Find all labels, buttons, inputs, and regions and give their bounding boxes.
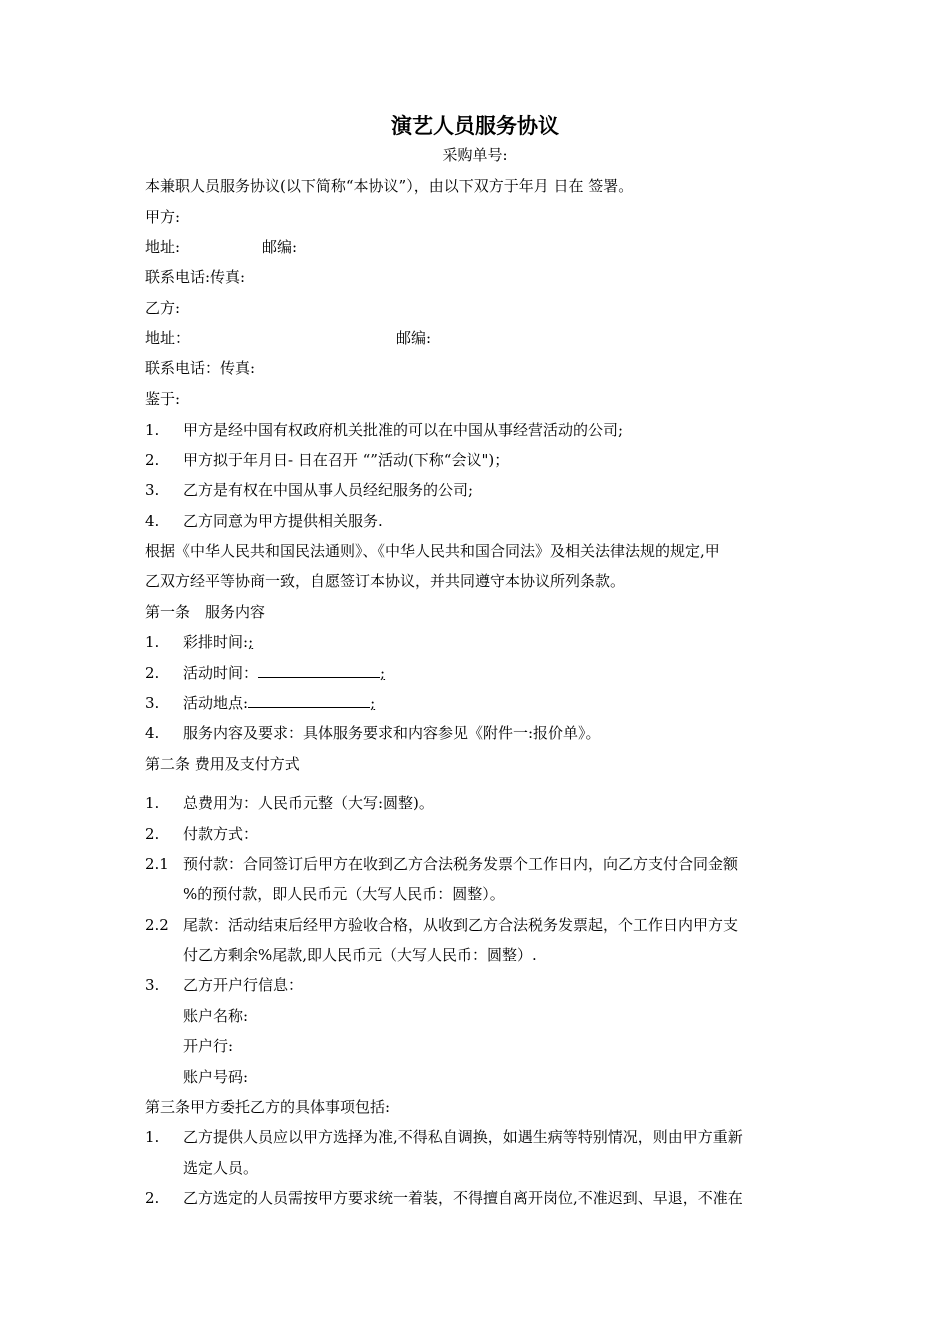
- list-item: 总费用为：人民币元整（大写:圆整)。: [183, 794, 434, 812]
- list-item: 甲方拟于年月日- 日在召开 “”活动(下称“会议")；: [183, 451, 510, 469]
- intro-paragraph: 本兼职人员服务协议(以下简称“本协议”），由以下双方于年月 日在 签署。: [145, 177, 634, 195]
- legal-basis-line: 乙双方经平等协商一致，自愿签订本协议，并共同遵守本协议所列条款。: [145, 572, 626, 590]
- list-number: 4.: [145, 512, 160, 530]
- field-tail: ;: [248, 633, 254, 651]
- list-item: 乙方提供人员应以甲方选择为准,不得私自调换，如遇生病等特别情况，则由甲方重新: [183, 1128, 743, 1146]
- list-item-continuation: %的预付款，即人民币元（大写人民币：圆整）。: [183, 885, 505, 903]
- account-number-label: 账户号码:: [183, 1068, 249, 1086]
- party-a-label: 甲方:: [145, 208, 181, 226]
- whereas-label: 鉴于:: [145, 390, 181, 408]
- list-number: 3.: [145, 481, 160, 499]
- fill-in-blank: [248, 693, 370, 708]
- event-time-field: [183, 663, 385, 683]
- field-tail: ;: [380, 664, 386, 682]
- field-label: 活动地点:: [183, 694, 249, 712]
- list-number: 2.1: [145, 855, 169, 873]
- document-title: 演艺人员服务协议: [391, 114, 559, 138]
- list-item: 付款方式：: [183, 825, 259, 843]
- list-item: 预付款：合同签订后甲方在收到乙方合法税务发票个工作日内，向乙方支付合同金额: [183, 855, 739, 873]
- list-item-continuation: 付乙方剩余%尾款,即人民币元（大写人民币：圆整）.: [183, 946, 537, 964]
- article-3-title: 第三条甲方委托乙方的具体事项包括:: [145, 1098, 391, 1116]
- list-item: 甲方是经中国有权政府机关批准的可以在中国从事经营活动的公司;: [183, 421, 624, 439]
- list-number: 1.: [145, 421, 160, 439]
- fill-in-blank: [258, 663, 380, 678]
- list-item: 服务内容及要求：具体服务要求和内容参见《附件一:报价单》。: [183, 724, 601, 742]
- party-b-label: 乙方:: [145, 299, 181, 317]
- list-item: 乙方开户行信息：: [183, 976, 304, 994]
- list-number: 2.2: [145, 916, 169, 934]
- party-b-address-label: 地址：: [145, 329, 191, 347]
- field-label: 活动时间：: [183, 664, 259, 682]
- list-number: 2.: [145, 664, 160, 682]
- field-label: 彩排时间:: [183, 633, 249, 651]
- list-number: 2.: [145, 451, 160, 469]
- party-b-zip-label: 邮编:: [396, 329, 432, 347]
- list-number: 3.: [145, 694, 160, 712]
- rehearsal-time-field: [183, 632, 253, 652]
- party-a-zip-label: 邮编:: [262, 238, 298, 256]
- party-a-contact-label: 联系电话:传真:: [145, 268, 246, 286]
- list-number: 2.: [145, 825, 160, 843]
- list-item: 乙方是有权在中国从事人员经纪服务的公司;: [183, 481, 474, 499]
- list-number: 1.: [145, 1128, 160, 1146]
- list-item: 尾款：活动结束后经甲方验收合格，从收到乙方合法税务发票起，个工作日内甲方支: [183, 916, 739, 934]
- party-a-address-label: 地址:: [145, 238, 181, 256]
- field-tail: ;: [370, 694, 376, 712]
- article-1-title: 第一条 服务内容: [145, 603, 266, 621]
- list-number: 3.: [145, 976, 160, 994]
- event-location-field: [183, 693, 375, 713]
- list-item: 乙方同意为甲方提供相关服务.: [183, 512, 383, 530]
- list-number: 1.: [145, 633, 160, 651]
- list-number: 1.: [145, 794, 160, 812]
- list-number: 2.: [145, 1189, 160, 1207]
- legal-basis-line: 根据《中华人民共和国民法通则》、《中华人民共和国合同法》及相关法律法规的规定,甲: [145, 542, 720, 560]
- account-name-label: 账户名称:: [183, 1007, 249, 1025]
- article-2-title: 第二条 费用及支付方式: [145, 755, 300, 773]
- list-item-continuation: 选定人员。: [183, 1159, 259, 1177]
- bank-label: 开户行:: [183, 1037, 234, 1055]
- purchase-number-label: 采购单号:: [442, 146, 508, 164]
- party-b-contact-label: 联系电话：传真:: [145, 359, 256, 377]
- list-number: 4.: [145, 724, 160, 742]
- list-item: 乙方选定的人员需按甲方要求统一着装，不得擅自离开岗位,不准迟到、早退，不准在: [183, 1189, 743, 1207]
